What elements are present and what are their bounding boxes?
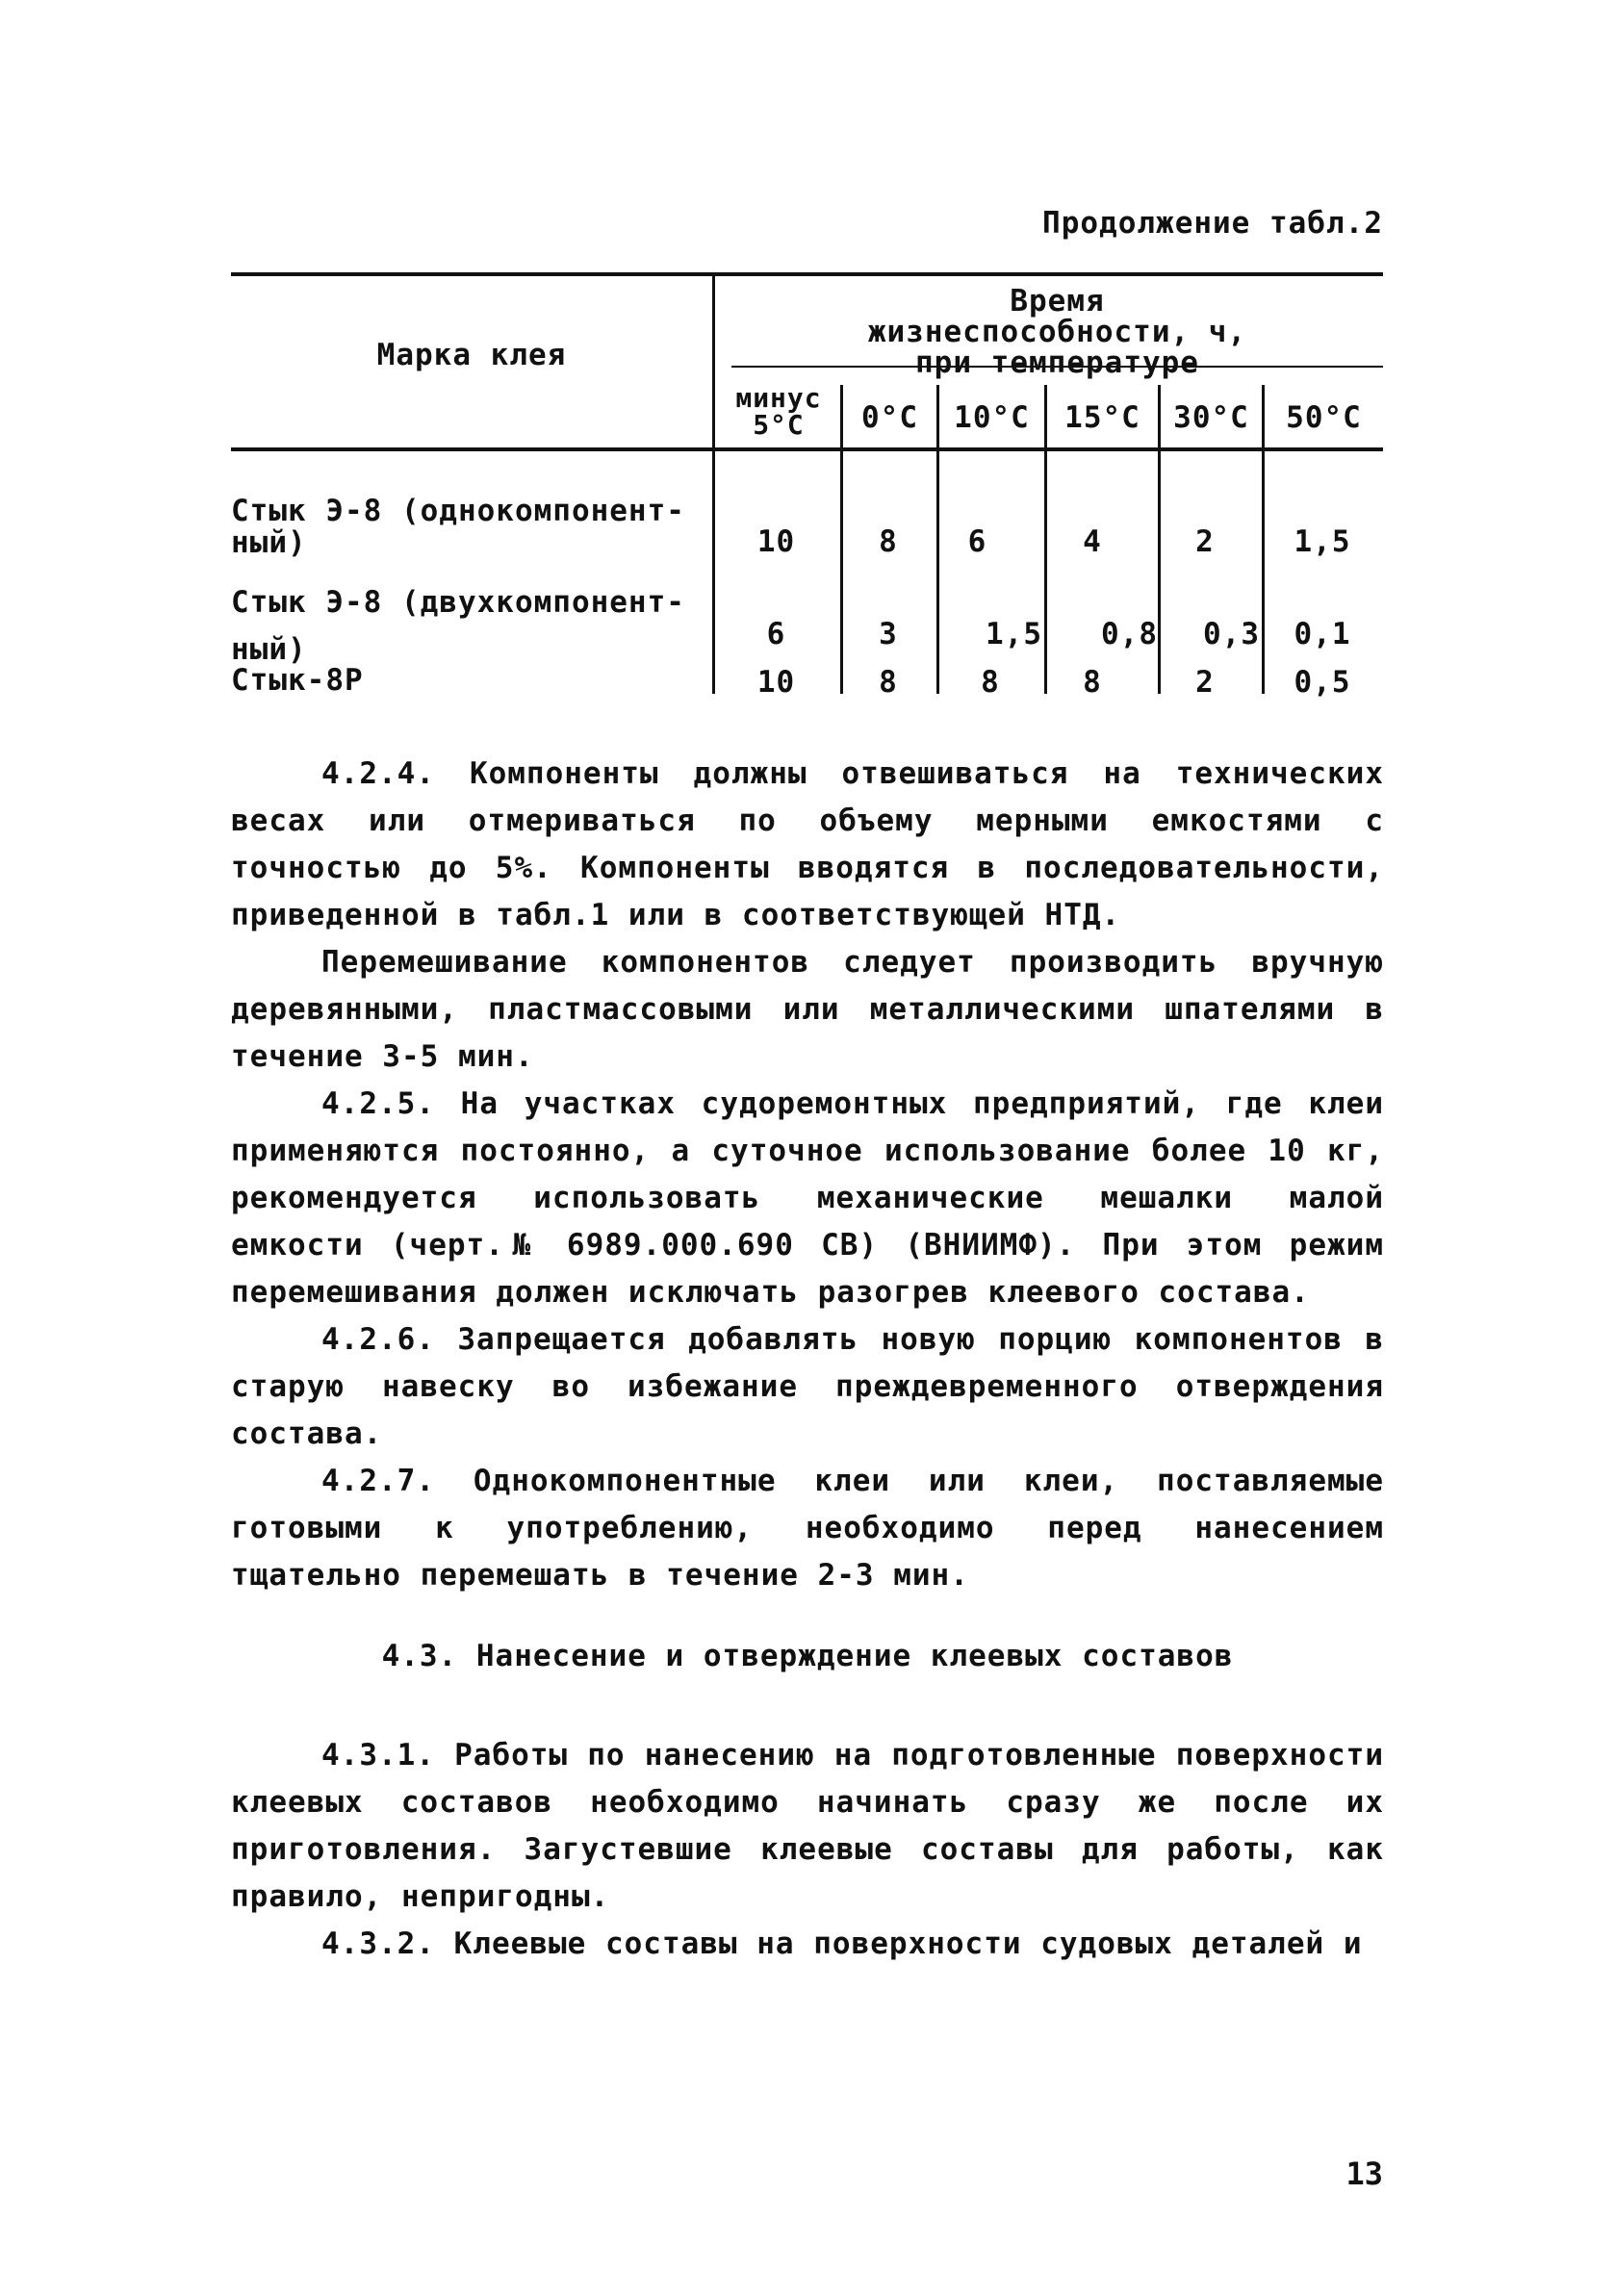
header-bottom-rule (231, 447, 1383, 451)
table-cell: 6 (967, 524, 987, 559)
table-cell: 8 (879, 665, 898, 700)
header-temp-30: 30°С (1173, 400, 1249, 435)
paragraph: 4.3.2. Клеевые составы на поверхности судовых деталей и (321, 1926, 1363, 1961)
table-cell: 2 (1195, 524, 1215, 559)
row-name (231, 665, 364, 697)
row-name (231, 579, 685, 674)
row-name-line: Стык Э-8 (двухкомпонент- (231, 585, 685, 620)
table-cell: 6 (766, 617, 786, 651)
table-cell: 10 (756, 665, 796, 700)
paragraph: 4.3.1. Работы по нанесению на подготовленные поверхности клеевых составов необходимо начинать сразу же после их приготовления. Загустевшие клеевые составы для работы, как правило, непригодны. (231, 1738, 1384, 1914)
row-name-line: Стык Э-8 (однокомпонент- (231, 494, 685, 528)
table-cell: 0,5 (1294, 665, 1351, 700)
header-temp-50: 50°С (1286, 400, 1362, 435)
header-temp-0: 0°С (861, 400, 918, 435)
table-cell: 2 (1195, 665, 1215, 700)
table-cell: 3 (879, 617, 898, 651)
table-top-rule (231, 272, 1383, 276)
table-cell: 1,5 (986, 617, 1042, 651)
paragraph: 4.2.5. На участках судоремонтных предприятий, где клеи применяются постоянно, а суточное использование более 10 кг, рекомендуется использовать механические мешалки малой емкости (черт.№ 6989.000.690 СВ) (ВНИИМФ). При этом режим перемешивания должен исключать разогрев клеевого состава. (231, 1086, 1384, 1310)
body-text-block (231, 751, 1384, 1599)
table-continuation-caption: Продолжение табл.2 (1042, 206, 1383, 241)
row-name (231, 496, 685, 559)
header-temp-15: 15°С (1064, 400, 1140, 435)
table-cell: 4 (1083, 524, 1102, 559)
table-cell: 0,3 (1203, 617, 1260, 651)
header-lifetime: Время жизнеспособности, ч, при температуре (867, 284, 1247, 380)
table-cell: 0,8 (1101, 617, 1158, 651)
row-name-line: ный) (231, 632, 307, 667)
table-cell: 10 (756, 524, 796, 559)
table-cell: 1,5 (1294, 524, 1351, 559)
row-name-line: Стык-8Р (231, 663, 364, 698)
page-number: 13 (1345, 2156, 1383, 2192)
paragraph: 4.2.4. Компоненты должны отвешиваться на технических весах или отмериваться по объему мерными емкостями с точностью до 5%. Компоненты вводятся в последовательности, приведенной в табл.1 или в соответствующей НТД. (231, 756, 1384, 932)
table-cell: 8 (879, 524, 898, 559)
table-cell: 0,1 (1294, 617, 1351, 651)
body-text-block-2 (231, 1732, 1384, 1968)
row-name-line: ный) (231, 525, 307, 560)
paragraph: 4.2.7. Однокомпонентные клеи или клеи, поставляемые готовыми к употреблению, необходимо перед нанесением тщательно перемешать в течение 2-3 мин. (231, 1464, 1384, 1593)
header-temp-minus5: минус 5°С (735, 382, 822, 441)
table-cell: 8 (1083, 665, 1102, 700)
table-cell: 8 (981, 665, 1000, 700)
header-temp-10: 10°С (954, 400, 1030, 435)
paragraph: 4.2.6. Запрещается добавлять новую порцию компонентов в старую навеску во избежание преждевременного отверждения состава. (231, 1322, 1384, 1451)
section-heading: 4.3. Нанесение и отверждение клеевых составов (381, 1639, 1234, 1673)
header-glue-brand: Марка клея (376, 338, 567, 372)
paragraph: Перемешивание компонентов следует производить вручную деревянными, пластмассовыми или металлическими шпателями в течение 3-5 мин. (231, 945, 1384, 1074)
